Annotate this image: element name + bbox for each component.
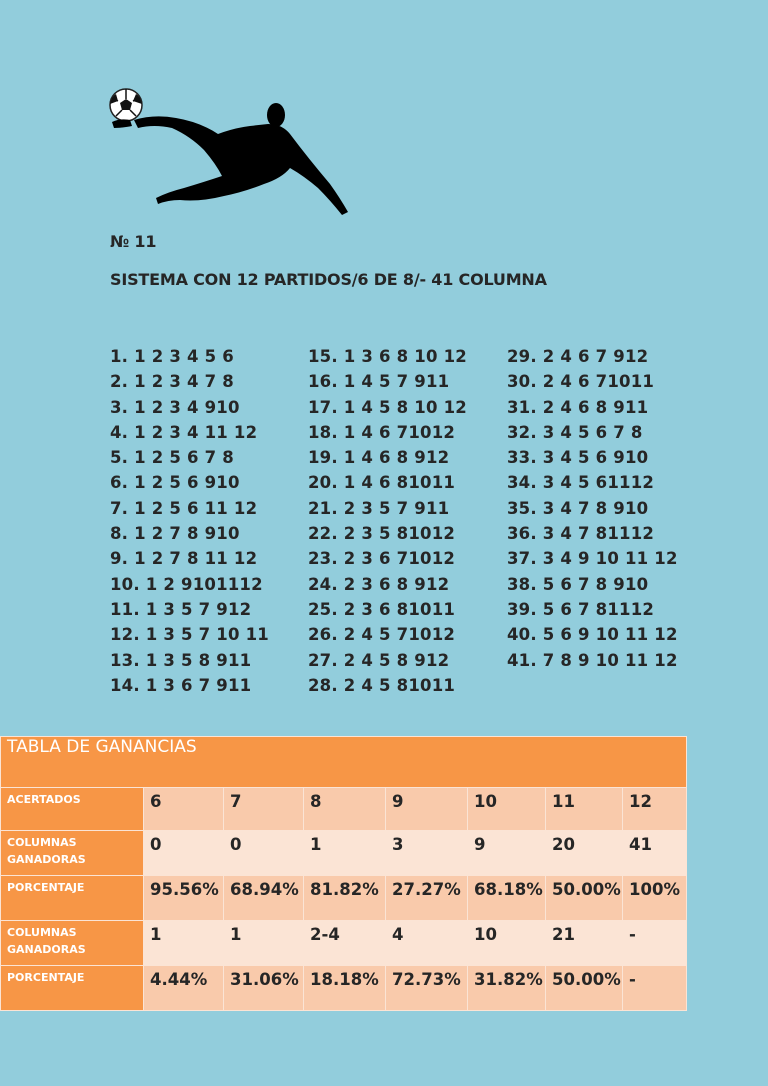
table-cell: 68.94% [224,876,304,921]
table-cell: 10 [468,921,546,966]
table-cell: 72.73% [386,966,468,1011]
combination-item: 15. 1 3 6 8 10 12 [308,347,467,366]
combination-column-2 [308,344,467,698]
soccer-ball-icon [110,89,142,121]
table-cell: 81.82% [304,876,386,921]
combination-item: 34. 3 4 5 61112 [507,473,655,493]
table-cell: 68.18% [468,876,546,921]
table-row [1,921,687,966]
combination-item: 37. 3 4 9 10 11 12 [507,549,678,569]
combination-item: 13. 1 3 5 8 911 [110,650,252,670]
combination-item: 18. 1 4 6 71012 [308,422,456,442]
table-cell: 1 [224,921,304,966]
table-cell: - [623,966,687,1011]
combination-item: 35. 3 4 7 8 910 [507,498,649,518]
combination-item: 11. 1 3 5 7 912 [110,599,252,619]
combination-item: 24. 2 3 6 8 912 [308,574,450,594]
table-title: TABLA DE GANANCIAS [1,737,687,788]
table-cell: 50.00% [546,876,623,921]
combination-item: 10. 1 2 9101112 [110,574,263,594]
table-cell: 2-4 [304,921,386,966]
combination-item: 22. 2 3 5 81012 [308,524,456,544]
table-cell: 4 [386,921,468,966]
table-cell: 20 [546,831,623,876]
combination-item: 23. 2 3 6 71012 [308,549,456,569]
table-cell: 8 [304,788,386,831]
table-cell: 1 [304,831,386,876]
combination-item: 38. 5 6 7 8 910 [507,574,649,594]
row-label: PORCENTAJE [1,966,144,1011]
combination-column-1 [110,344,269,698]
combination-item: 21. 2 3 5 7 911 [308,498,450,518]
table-cell: 0 [224,831,304,876]
combination-item: 16. 1 4 5 7 911 [308,372,450,392]
table-cell: 6 [144,788,224,831]
table-cell: 10 [468,788,546,831]
table-cell: 31.82% [468,966,546,1011]
combination-item: 41. 7 8 9 10 11 12 [507,650,678,670]
table-cell: 31.06% [224,966,304,1011]
table-row [1,876,687,921]
table-cell: 0 [144,831,224,876]
combination-item: 31. 2 4 6 8 911 [507,397,649,417]
combination-item: 5. 1 2 5 6 7 8 [110,448,234,468]
soccer-player-icon [104,88,356,220]
table-cell: 18.18% [304,966,386,1011]
combination-item: 17. 1 4 5 8 10 12 [308,397,467,417]
combination-item: 12. 1 3 5 7 10 11 [110,625,269,645]
table-cell: 27.27% [386,876,468,921]
row-label: COLUMNAS GANADORAS [1,831,144,876]
combination-item: 19. 1 4 6 8 912 [308,448,450,468]
combination-item: 36. 3 4 7 81112 [507,524,655,544]
table-cell: 100% [623,876,687,921]
combination-item: 3. 1 2 3 4 910 [110,397,240,417]
combination-item: 8. 1 2 7 8 910 [110,524,240,544]
page-title: SISTEMA CON 12 PARTIDOS/6 DE 8/- 41 COLUMNA [110,270,547,289]
row-label: ACERTADOS [1,788,144,831]
winnings-table [0,736,687,1011]
table-row [1,788,687,831]
row-label: COLUMNAS GANADORAS [1,921,144,966]
table-cell: 95.56% [144,876,224,921]
combination-item: 30. 2 4 6 71011 [507,372,655,392]
system-number: № 11 [110,232,157,251]
combination-item: 1. 1 2 3 4 5 6 [110,347,234,366]
table-cell: 9 [386,788,468,831]
combination-item: 14. 1 3 6 7 911 [110,675,252,695]
table-cell: 7 [224,788,304,831]
combination-item: 9. 1 2 7 8 11 12 [110,549,258,569]
combination-item: 26. 2 4 5 71012 [308,625,456,645]
combination-item: 32. 3 4 5 6 7 8 [507,422,643,442]
combination-item: 4. 1 2 3 4 11 12 [110,422,258,442]
table-cell: 3 [386,831,468,876]
table-cell: 4.44% [144,966,224,1011]
table-row [1,831,687,876]
combination-item: 39. 5 6 7 81112 [507,599,655,619]
combination-item: 6. 1 2 5 6 910 [110,473,240,493]
combination-item: 7. 1 2 5 6 11 12 [110,498,258,518]
table-cell: 1 [144,921,224,966]
table-cell: 11 [546,788,623,831]
row-label: PORCENTAJE [1,876,144,921]
combination-item: 25. 2 3 6 81011 [308,599,456,619]
combination-column-3 [507,344,678,673]
table-cell: 9 [468,831,546,876]
combination-item: 28. 2 4 5 81011 [308,675,456,695]
combination-item: 29. 2 4 6 7 912 [507,347,649,366]
table-row [1,966,687,1011]
table-cell: - [623,921,687,966]
combination-item: 20. 1 4 6 81011 [308,473,456,493]
table-cell: 21 [546,921,623,966]
combination-item: 33. 3 4 5 6 910 [507,448,649,468]
table-header-row [1,737,687,788]
combination-item: 27. 2 4 5 8 912 [308,650,450,670]
combination-item: 40. 5 6 9 10 11 12 [507,625,678,645]
combination-item: 2. 1 2 3 4 7 8 [110,372,234,392]
table-cell: 41 [623,831,687,876]
table-cell: 50.00% [546,966,623,1011]
table-cell: 12 [623,788,687,831]
